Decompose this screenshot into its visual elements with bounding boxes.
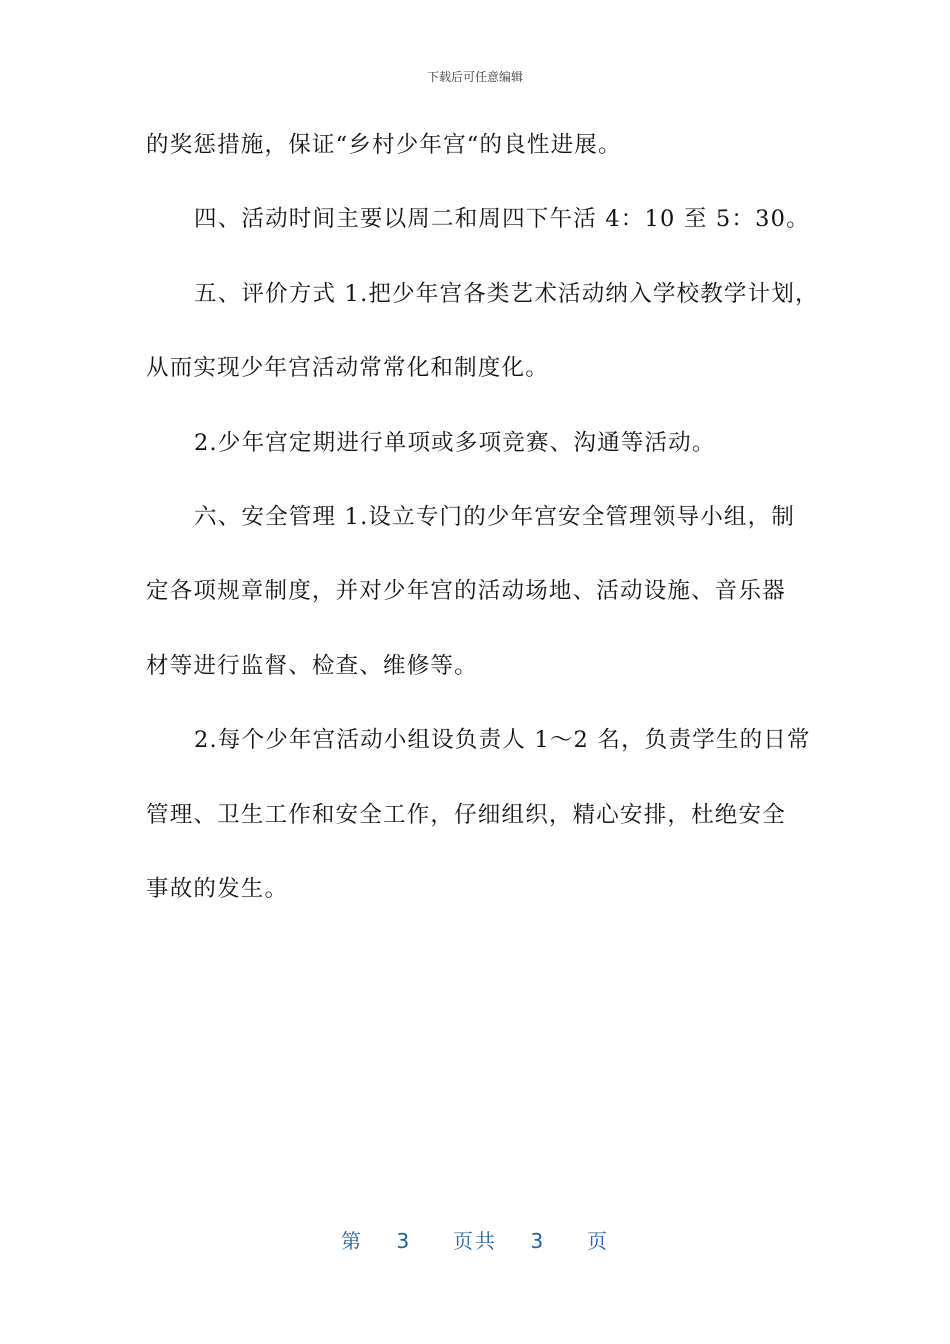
paragraph-line: 六、安全管理 1.设立专门的少年宫安全管理领导小组，制	[194, 503, 796, 530]
paragraph-line: 2.每个少年宫活动小组设负责人 1～2 名，负责学生的日常	[194, 727, 811, 754]
page-number: 3	[396, 1229, 412, 1253]
paragraph-line: 定各项规章制度，并对少年宫的活动场地、活动设施、音乐器	[146, 578, 786, 605]
page-total: 3	[530, 1229, 546, 1253]
paragraph-line: 四、活动时间主要以周二和周四下午活 4：10 至 5：30。	[194, 206, 810, 233]
paragraph-line: 管理、卫生工作和安全工作，仔细组织，精心安排，杜绝安全	[146, 801, 786, 828]
paragraph-line: 的奖惩措施，保证“乡村少年宫“的良性进展。	[146, 132, 622, 158]
paragraph-line: 材等进行监督、检查、维修等。	[146, 652, 478, 679]
page-footer	[0, 1225, 950, 1254]
paragraph-line: 从而实现少年宫活动常常化和制度化。	[146, 355, 549, 382]
document-body	[146, 118, 819, 936]
page-label-middle: 页共	[453, 1229, 497, 1253]
page-label-suffix: 页	[586, 1229, 609, 1253]
page-label-prefix: 第	[341, 1229, 364, 1253]
paragraph-line: 五、评价方式 1.把少年宫各类艺术活动纳入学校教学计划，	[194, 280, 819, 307]
header-note: 下载后可任意编辑	[426, 70, 523, 84]
paragraph-line: 2.少年宫定期进行单项或多项竞赛、沟通等活动。	[194, 429, 716, 456]
paragraph-line: 事故的发生。	[146, 875, 289, 902]
